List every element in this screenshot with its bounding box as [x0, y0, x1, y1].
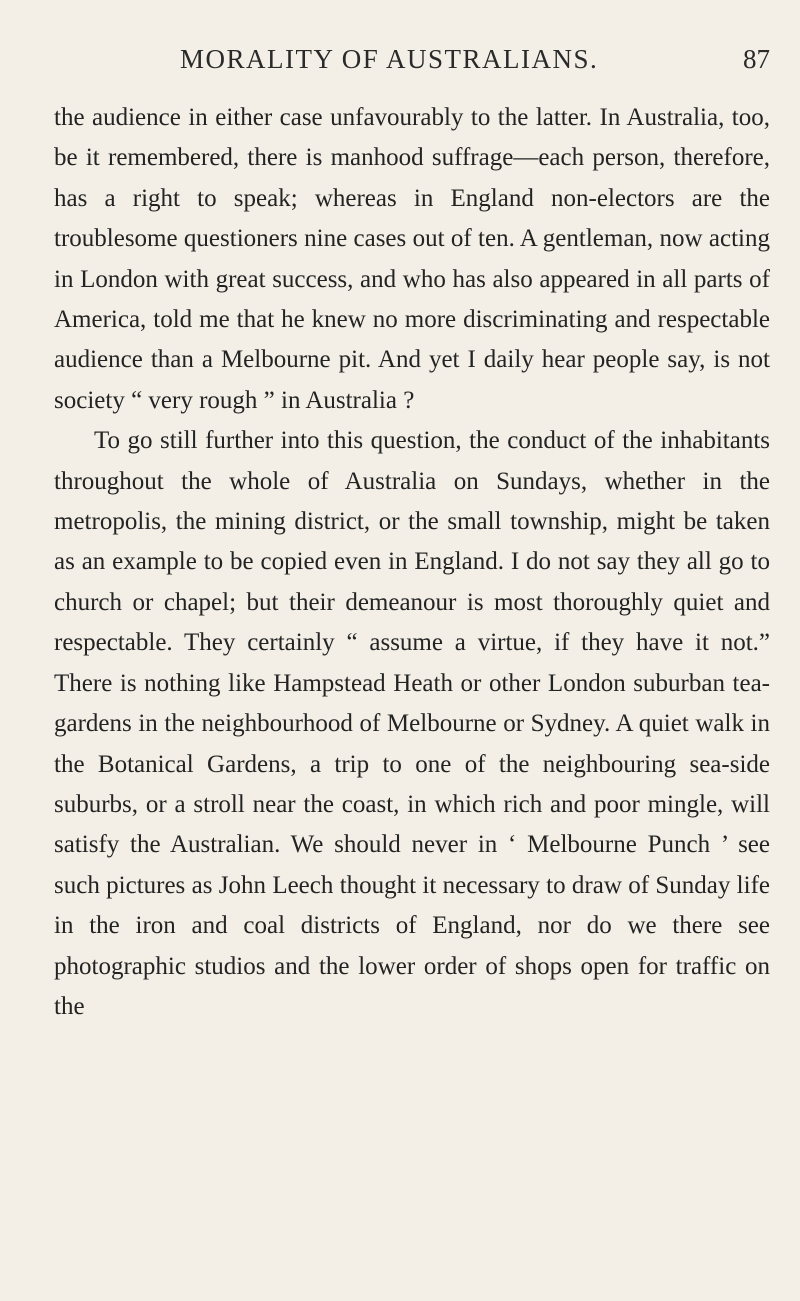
running-head — [150, 44, 770, 84]
running-title: MORALITY OF AUSTRALIANS. — [180, 44, 599, 74]
paragraph-continued: the audience in either case unfavourably to the latter. In Australia, too, be it remembered, there is manhood suffrage—each person, therefore, has a right to speak; whereas in England non-electors are the troublesome questioners nine cases out of ten. A gentleman, now acting in London with great success, and who has also appeared in all parts of America, told me that he knew no more discriminating and respectable audience than a Melbourne pit. And yet I daily hear people say, is not society “ very rough ” in Australia ? — [54, 104, 770, 414]
paragraph-sundays: To go still further into this question, the conduct of the inhabitants throughout the whole of Australia on Sundays, whether in the metropolis, the mining district, or the small township, might be taken as an example to be copied even in England. I do not say they all go to church or chapel; but their demeanour is most thoroughly quiet and respectable. They certainly “ assume a virtue, if they have it not.” There is nothing like Hampstead Heath or other London suburban tea-gardens in the neighbourhood of Melbourne or Sydney. A quiet walk in the Botanical Gardens, a trip to one of the neighbouring sea-side suburbs, or a stroll near the coast, in which rich and poor mingle, will satisfy the Australian. We should never in ‘ Melbourne Punch ’ see such pictures as John Leech thought it necessary to draw of Sunday life in the iron and coal districts of England, nor do we there see photographic studios and the lower order of shops open for traffic on the — [54, 427, 770, 1020]
page-number: 87 — [743, 44, 770, 74]
body-text — [54, 98, 770, 1027]
